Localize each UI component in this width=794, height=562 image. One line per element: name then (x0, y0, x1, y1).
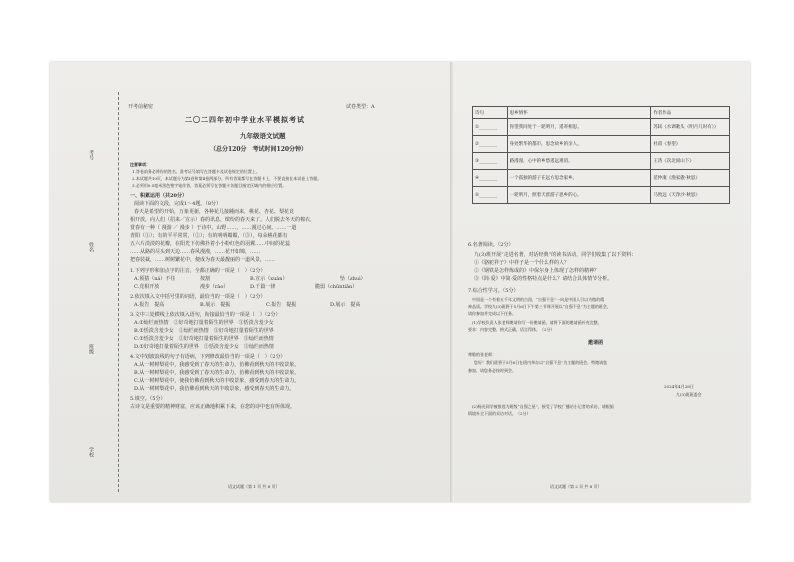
table-header: 思乡情怀 (507, 107, 651, 119)
q1-option: 坠（zhuì） (340, 276, 366, 282)
binding-label-class: 班级 (88, 344, 94, 354)
question-2: 2.依次填入文中括号里的词语，最恰当的一项是（ ）（2分） (130, 294, 266, 300)
table-header-row (473, 107, 730, 119)
q6-text: 九(3)班开展“走进名著，对话经典”的读书活动，同学们收集了以下资料： (474, 252, 637, 258)
binding-dash-line (118, 92, 119, 492)
poetry-table (472, 106, 730, 204)
q4-option: D.从一树树梨花中，我仿佛看到秋天的丰收景象，感受到春天的生命力。 (134, 386, 295, 392)
q5-text: 古诗文是重要的精神财富，应该正确地积累下来，在您的诗中也有所体现。 (130, 404, 296, 410)
header-paper-type: 试卷类型：A (346, 104, 375, 110)
binding-label-school: 学校 (88, 447, 94, 457)
passage-line: ……从路的尽头到天边……春风漫漫，……花开如锦，…… (130, 249, 261, 255)
q6-text: ①《骆驼祥子》中祥子是一个什么样的人？ (474, 260, 570, 266)
q4-option: C.从一树树梨花中，使我仿佛看到秋天的丰收景象，感受到春天的生命力。 (134, 378, 300, 384)
binding-label-exam-number: 考号 (88, 150, 94, 160)
note-3: 3.必须用0.5毫米黑色签字笔作答，答案必须写在答题卡各题目指定区域内的相应位置。 (132, 183, 287, 188)
table-cell: 马致远《天净沙·秋思》 (651, 187, 730, 204)
invitation-line: 尊敬的张老师： (468, 352, 496, 357)
table-cell: 一个孤独的游子在远方思念家乡。 (507, 170, 651, 187)
table-cell: ⑤________ (473, 187, 508, 204)
table-cell: 你望我同处于一轮明月，遥寄相思。 (507, 119, 651, 136)
page-footer: 语文试题（第 2 页 共 8 页） (550, 484, 602, 489)
q4-option: B.从一树树梨花中，我感受到了春天的生命力，仿佛看到秋天的丰收景象。 (134, 370, 300, 376)
table-cell: ①________ (473, 119, 508, 136)
page-footer: 语文试题（第 1 页 共 8 页） (228, 484, 280, 489)
q2-option: A.报告 提高 (134, 302, 165, 308)
q1-option: D.千篇一律 (250, 284, 276, 290)
q1-option: 漫步（rào） (200, 284, 229, 290)
table-row (473, 170, 730, 187)
q1-option: 按割 (200, 276, 211, 282)
scanned-exam-sheet (50, 62, 750, 502)
score-time: （总分120分 考试时间120分钟） (210, 146, 308, 153)
table-cell: 一轮明月，照着天涯游子思乡的心。 (507, 187, 651, 204)
q7-text: (1)学校负责人张老师邀请你写一份邀请函，请将下面的邀请函补充完整。 (472, 320, 602, 325)
question-1: 1.下列字形和加点字的注音，全都正确的一项是（ ）（2分） (130, 268, 266, 274)
question-4: 4.文中划波浪线的句子有语病，下列修改最恰当的一项是（ ）（2分） (130, 354, 286, 360)
table-cell: 范仲淹《渔家傲·秋思》 (651, 170, 730, 187)
question-3: 3.文中三处横线上依次填入语句，衔接最恰当的一项是（ ）（2分） (130, 312, 281, 318)
q7-2-text: 情境补全下面的采访对话。（2分） (468, 411, 531, 416)
q3-option: B.①恬淡含羞少女 ②灿烂而热情 ③好奇地打量着陌生的世界 (134, 328, 274, 334)
q3-option: A.①灿烂而热情 ②好奇地打量着陌生的世界 ③恬淡含羞少女 (134, 320, 274, 326)
q1-option: 脆弱（chūntiān） (315, 284, 358, 290)
table-header: 诗句 (473, 107, 508, 119)
q2-option: B.展示 提振 (200, 302, 231, 308)
invitation-line: 您好！我们班将于5月6日在班内举办以“自强不息”为主题的班会，特邀请您 (474, 360, 608, 365)
q1-option: B.宣示（xuán） (250, 276, 288, 282)
exam-page-1 (50, 62, 450, 502)
exam-subtitle: 九年级语文试题 (240, 132, 286, 140)
note-2: 2.本试题共10页，本试题分为第Ⅰ卷和第Ⅱ卷两部分，所有答案都写在答题卡上，不要直接在本试卷上答题。 (132, 176, 322, 181)
binding-label-name: 姓名 (88, 242, 94, 252)
q7-2-text: (2)杨光同学被推选为班级“自强之星”，接受了学校广播站小记者的采访，请根据 (472, 404, 614, 409)
passage-line: 赏春有一种（ 漫游 ／ 漫步 ）于诗中。山野……，……漫过心间。……一道 (130, 225, 297, 231)
q6-text: ②《钢铁是怎样炼成的》中保尔身上体现了怎样的精神？ (474, 268, 600, 274)
note-1: 1.答卷前务必将你的姓名、准考证号填写在答题卡及试卷规定的位置上。 (132, 169, 260, 174)
passage-line: 相开放，向人们（招来／宣示）春的讯息，缤纷的春天来了。人们脱去冬天的棉衣， (130, 217, 316, 223)
passage-line: 把春装裁，……树树繁花中，便成为春天最靓丽的一道风景，…… (130, 257, 276, 263)
passage-line: 五六片淡淡的花瓣，在阳光下仿佛扑着小小粉红色的羽翼……中间的花蕊 (130, 241, 291, 247)
table-cell: 杜甫《春望》 (651, 136, 730, 153)
q7-text: 要求：内容完整，格式正确，语言得体。（2分） (468, 327, 555, 332)
question-5: 5.填空。（5分） (130, 396, 166, 402)
q1-option: A.预猜（ná）不住 (134, 276, 176, 282)
header-confidential: 开考前秘密 (128, 104, 154, 110)
exam-title: 二〇二四年初中学业水平模拟考试 (185, 115, 305, 124)
table-cell: 王湾《次北固山下》 (651, 153, 730, 170)
table-cell: ②________ (473, 136, 508, 153)
table-cell: 身处繁华的都市，思念故乡的亲人。 (507, 136, 651, 153)
q1-option: C.竞相开放 (134, 284, 160, 290)
table-cell: 路漫漫，心中的乡愁遥远难消。 (507, 153, 651, 170)
q3-option: C.①恬淡含羞少女 ②好奇地打量着陌生的世界 ③灿烂而热情 (134, 336, 274, 342)
table-header: 作者作品 (651, 107, 730, 119)
q3-option: D.①好奇地打量着陌生的世界 ②恬淡含羞少女 ③灿烂而热情 (134, 344, 274, 350)
invitation-signature: 九(3)班班委会 (676, 392, 702, 397)
table-cell: ③________ (473, 153, 508, 170)
section-1-heading: 一、积累运用（共20分） (130, 193, 187, 199)
q7-text: 请你参加并完成以下任务。 (468, 311, 516, 316)
q2-option: C.报告 提振 (266, 302, 297, 308)
invitation-line: 参加，请您务必按时到会。 (468, 368, 516, 373)
invitation-title: 邀请函 (588, 340, 604, 346)
question-7: 7.综合性学习。（5分） (468, 288, 519, 294)
table-cell: ④________ (473, 170, 508, 187)
q7-text: 中国是一个有着五千年文明的古国，“自强不息”一向是中国人引以为傲的精 (472, 297, 605, 302)
exam-page-2 (454, 62, 750, 502)
table-row (473, 119, 730, 136)
passage-line: 春天是希望的开始，万象更新，各种花儿接踵而来，桃花、杏花、梨花竞 (134, 209, 295, 215)
table-row (473, 153, 730, 170)
passage-intro: 阅读下面的文段，完成1～4题。（8分） (134, 201, 222, 207)
question-6: 6.名著阅读。（2分） (468, 242, 514, 248)
q2-option: D.展示 提高 (330, 302, 361, 308)
invitation-date: 2024年4月28日 (664, 384, 694, 389)
q7-text: 神品质。学校九(3)班将于5月6日下午第三节课开展以“自强不息”为主题的班会， (468, 304, 611, 309)
q6-text: ③《简·爱》中简·爱的性格特点是什么？请结合具体情节分析。 (474, 276, 613, 282)
notes-title: 注意事项： (130, 162, 150, 167)
q4-option: A.从一树树梨花中，我感受到了春天的生命力，仿佛看到秋天的丰收景象。 (134, 362, 300, 368)
passage-line: 青阳（①）；有的平平常常，（②）；有的明明媚媚，（③），每朵桃花都有 (130, 233, 288, 239)
table-row (473, 187, 730, 204)
table-cell: 苏轼《水调歌头（明月几时有）》 (651, 119, 730, 136)
table-row (473, 136, 730, 153)
